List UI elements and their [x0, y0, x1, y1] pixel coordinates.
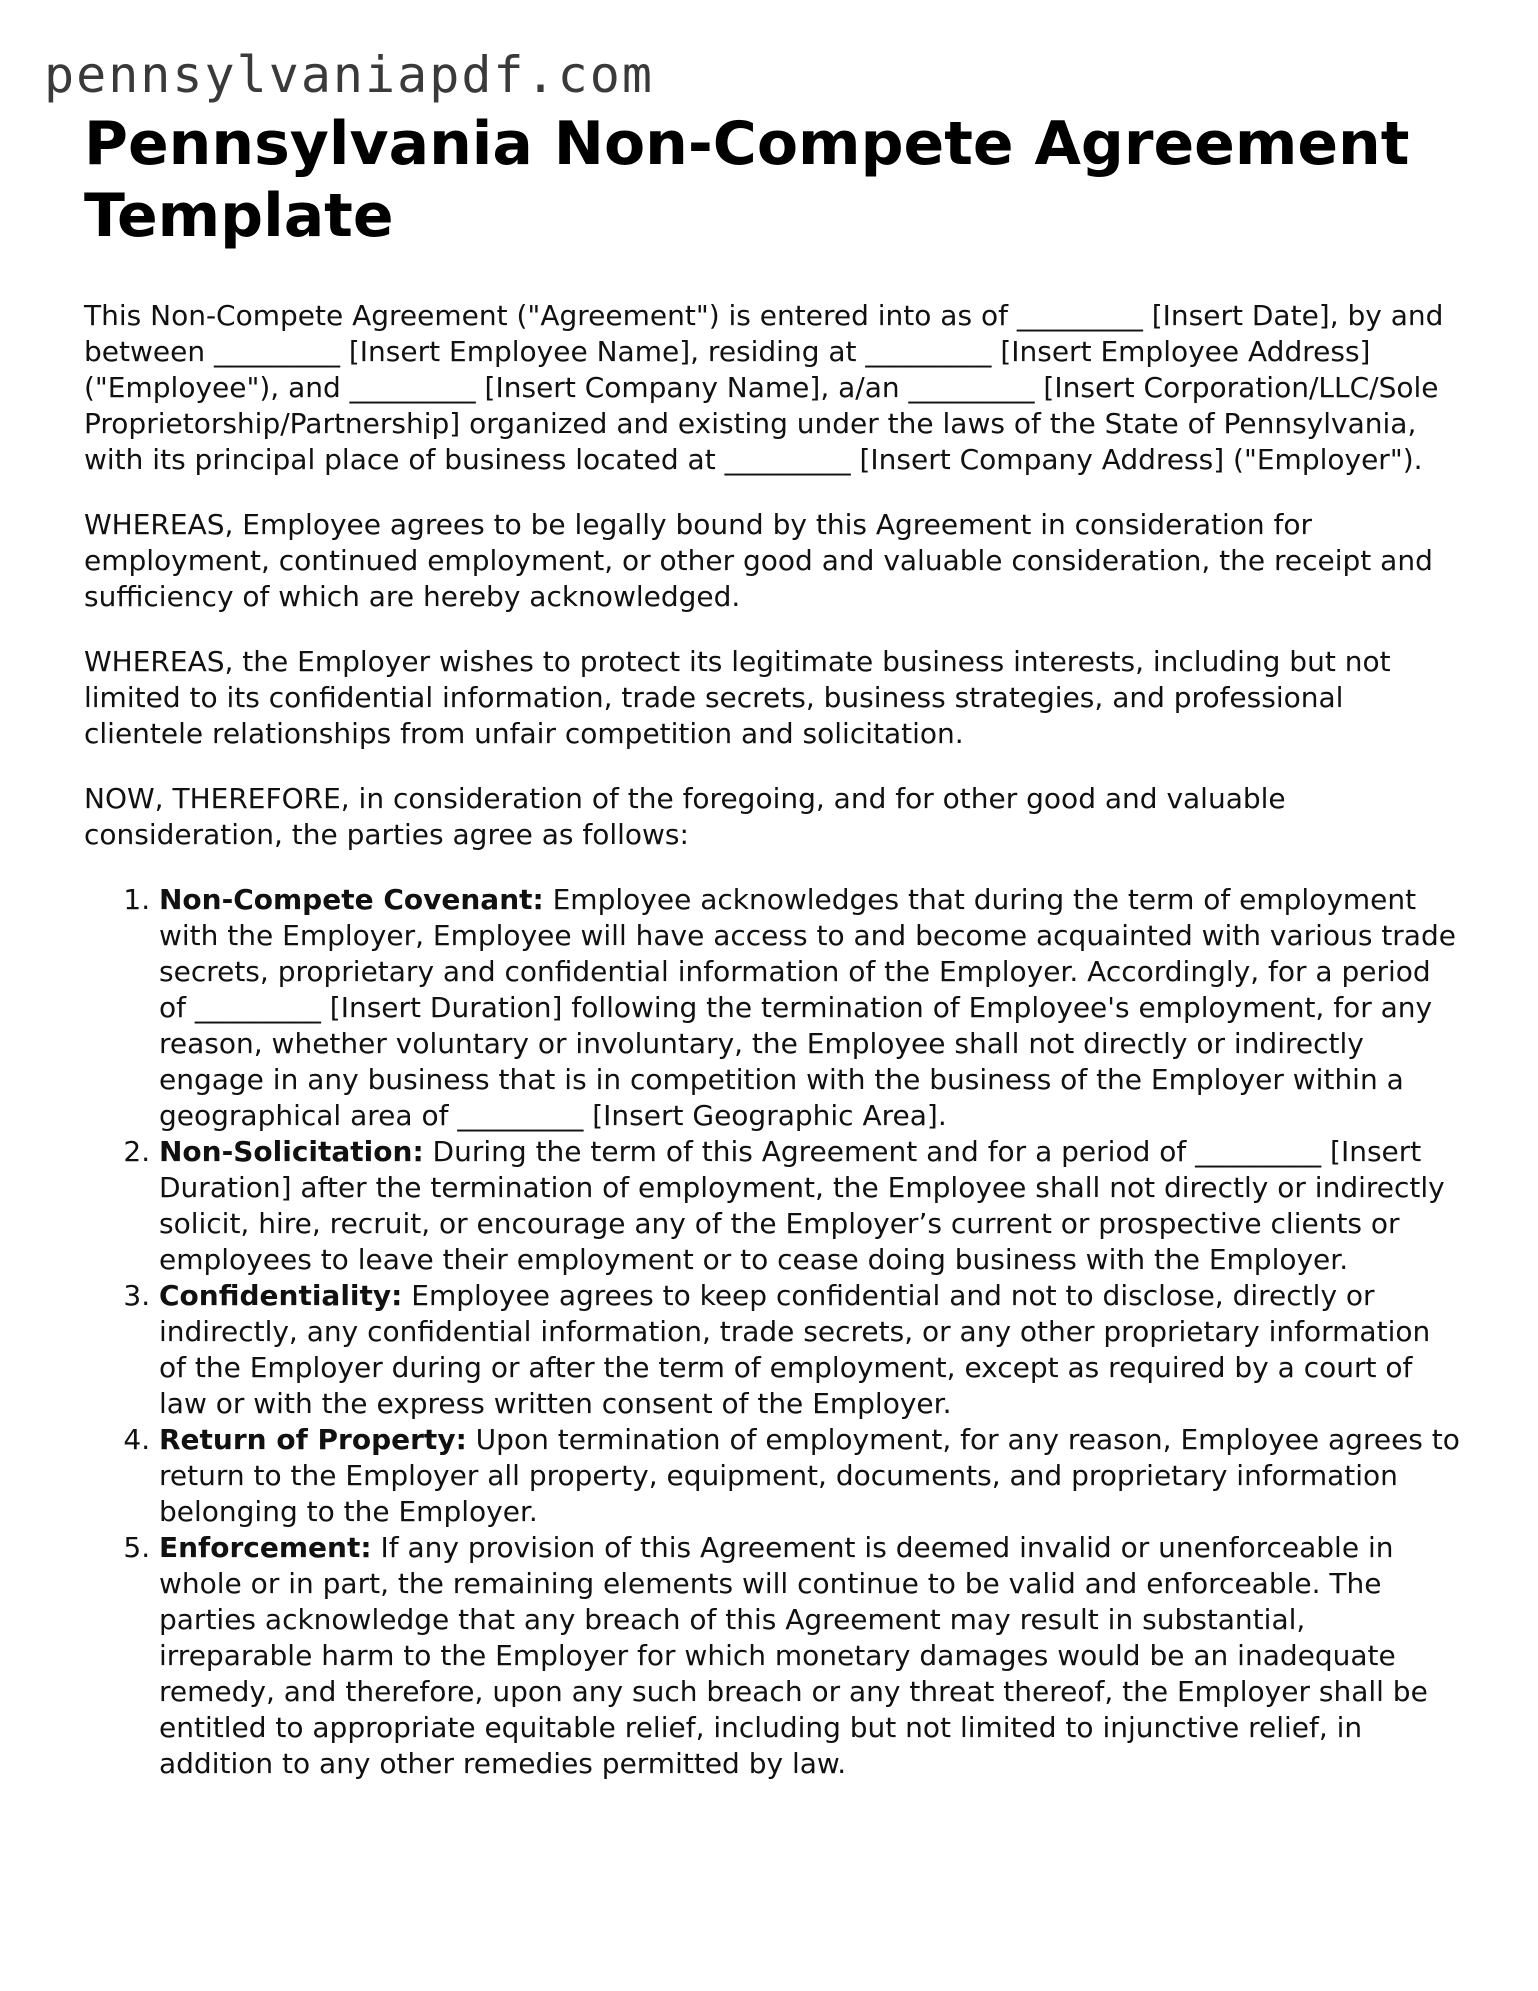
clause-heading: Return of Property: — [159, 1423, 467, 1456]
document-title: Pennsylvania Non-Compete Agreement Template — [84, 109, 1410, 251]
clause-item-non-solicitation — [159, 1134, 1464, 1278]
clause-text: Upon termination of employment, for any reason, Employee agrees to return to the Employer all property, equipment, documents, and proprietary information belonging to the Employer. — [159, 1423, 1460, 1528]
clause-text: During the term of this Agreement and for a period of _________ [Insert Duration] after the termination of employment, the Employee shall not directly or indirectly solicit, hire, recruit, or encourage any of the Employer’s current or prospective clients or employees to leave their employment or to cease doing business with the Employer. — [159, 1135, 1445, 1276]
clause-heading: Enforcement: — [159, 1531, 372, 1564]
whereas-paragraph-2: WHEREAS, the Employer wishes to protect its legitimate business interests, including but not limited to its confidential information, trade secrets, business strategies, and professional clientele relationships from unfair competition and solicitation. — [84, 645, 1391, 750]
clause-item-confidentiality — [159, 1278, 1464, 1422]
intro-paragraph: This Non-Compete Agreement ("Agreement") is entered into as of _________ [Insert Date], by and between _________ [Insert Employee Name], residing at _________ [Insert Employee Address] ("Employee"), and _________ [Insert Company Name], a/an _________ [Insert Corporation/LLC/Sole Proprietorship/Partnership] organized and existing under the laws of the State of Pennsylvania, with its principal place of business located at _________ [Insert Company Address] ("Employer"). — [84, 299, 1444, 476]
clause-text: If any provision of this Agreement is deemed invalid or unenforceable in whole or in part, the remaining elements will continue to be valid and enforceable. The parties acknowledge that any breach of this Agreement may result in substantial, irreparable harm to the Employer for which monetary damages would be an inadequate remedy, and therefore, upon any such breach or any threat thereof, the Employer shall be entitled to appropriate equitable relief, including but not limited to injunctive relief, in addition to any other remedies permitted by law. — [159, 1531, 1428, 1780]
clause-text: Employee agrees to keep confidential and not to disclose, directly or indirectly, any confidential information, trade secrets, or any other proprietary information of the Employer during or after the term of employment, except as required by a court of law or with the express written consent of the Employer. — [159, 1279, 1431, 1420]
document-body — [84, 108, 1464, 1782]
clause-item-enforcement — [159, 1530, 1464, 1782]
clause-heading: Non-Solicitation: — [159, 1135, 424, 1168]
now-therefore-paragraph: NOW, THEREFORE, in consideration of the foregoing, and for other good and valuable consideration, the parties agree as follows: — [84, 782, 1286, 851]
clause-item-return-of-property — [159, 1422, 1464, 1530]
clause-list — [84, 882, 1464, 1782]
whereas-paragraph-1: WHEREAS, Employee agrees to be legally bound by this Agreement in consideration for employment, continued employment, or other good and valuable consideration, the receipt and sufficiency of which are hereby acknowledged. — [84, 508, 1433, 613]
clause-text: Employee acknowledges that during the term of employment with the Employer, Employee will have access to and become acquainted with various trade secrets, proprietary and confidential information of the Employer. Accordingly, for a period of _________ [Insert Duration] following the termination of Employee's employment, for any reason, whether voluntary or involuntary, the Employee shall not directly or indirectly engage in any business that is in competition with the business of the Employer within a geographical area of _________ [Insert Geographic Area]. — [159, 883, 1456, 1132]
clause-heading: Confidentiality: — [159, 1279, 403, 1312]
clause-item-non-compete — [159, 882, 1464, 1134]
site-watermark: pennsylvaniapdf.com — [44, 46, 654, 104]
clause-heading: Non-Compete Covenant: — [159, 883, 544, 916]
